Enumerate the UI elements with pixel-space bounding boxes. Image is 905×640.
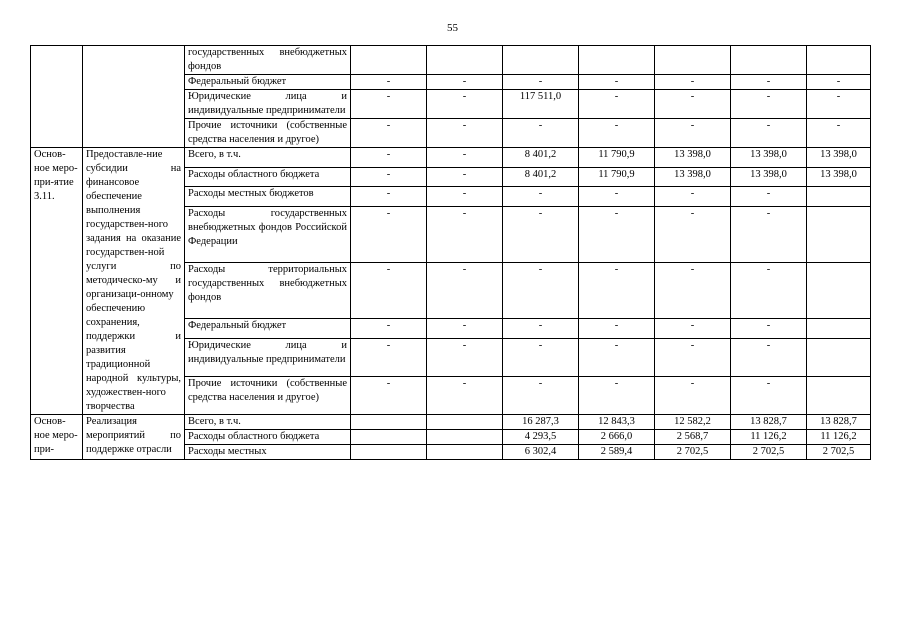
value-cell: -	[655, 263, 731, 319]
value-cell: -	[655, 319, 731, 339]
funding-source-cell: Расходы местных	[185, 445, 351, 460]
funding-source-cell: Расходы государственных внебюджетных фондов Российской Федерации	[185, 206, 351, 262]
value-cell: -	[655, 75, 731, 90]
value-cell: -	[351, 376, 427, 414]
value-cell: -	[579, 263, 655, 319]
value-cell: 11 126,2	[731, 430, 807, 445]
value-cell: -	[579, 187, 655, 207]
value-cell	[427, 430, 503, 445]
value-cell	[351, 415, 427, 430]
value-cell	[427, 415, 503, 430]
value-cell: 8 401,2	[503, 148, 579, 168]
value-cell: -	[579, 376, 655, 414]
page-number: 55	[447, 22, 458, 34]
funding-source-cell: Юридические лица и индивидуальные предприниматели	[185, 90, 351, 119]
value-cell: -	[427, 339, 503, 377]
value-cell: -	[351, 148, 427, 168]
budget-table-body	[31, 46, 871, 460]
funding-source-cell: Расходы территориальных государственных внебюджетных фондов	[185, 263, 351, 319]
value-cell: -	[427, 319, 503, 339]
value-cell: -	[503, 376, 579, 414]
value-cell: 13 398,0	[807, 167, 871, 187]
value-cell	[427, 445, 503, 460]
value-cell: 6 302,4	[503, 445, 579, 460]
value-cell	[807, 206, 871, 262]
value-cell: -	[731, 319, 807, 339]
empty-name-cell	[83, 46, 185, 148]
funding-source-cell: Всего, в т.ч.	[185, 415, 351, 430]
value-cell: -	[655, 339, 731, 377]
value-cell: -	[731, 119, 807, 148]
value-cell: 12 582,2	[655, 415, 731, 430]
value-cell	[807, 376, 871, 414]
value-cell	[731, 46, 807, 75]
value-cell: 2 589,4	[579, 445, 655, 460]
value-cell	[351, 445, 427, 460]
value-cell: -	[731, 187, 807, 207]
value-cell: -	[427, 119, 503, 148]
value-cell: 13 398,0	[731, 167, 807, 187]
value-cell: -	[351, 75, 427, 90]
value-cell: -	[579, 75, 655, 90]
value-cell: 11 790,9	[579, 148, 655, 168]
value-cell: 117 511,0	[503, 90, 579, 119]
value-cell: -	[503, 206, 579, 262]
empty-code-cell	[31, 46, 83, 148]
value-cell: 8 401,2	[503, 167, 579, 187]
value-cell: -	[731, 263, 807, 319]
funding-source-cell: государственных внебюджетных фондов	[185, 46, 351, 75]
value-cell: -	[731, 206, 807, 262]
value-cell	[807, 319, 871, 339]
funding-source-cell: Прочие источники (собственные средства населения и другое)	[185, 376, 351, 414]
value-cell	[427, 46, 503, 75]
value-cell: 2 702,5	[807, 445, 871, 460]
value-cell: -	[427, 206, 503, 262]
value-cell	[807, 46, 871, 75]
value-cell: -	[427, 167, 503, 187]
value-cell: 16 287,3	[503, 415, 579, 430]
value-cell	[351, 430, 427, 445]
value-cell: -	[503, 187, 579, 207]
value-cell: -	[503, 75, 579, 90]
value-cell: -	[655, 206, 731, 262]
value-cell: -	[503, 263, 579, 319]
table-row	[31, 415, 871, 430]
funding-source-cell: Федеральный бюджет	[185, 319, 351, 339]
value-cell: -	[807, 119, 871, 148]
value-cell: -	[655, 119, 731, 148]
value-cell: -	[731, 339, 807, 377]
funding-source-cell: Прочие источники (собственные средства населения и другое)	[185, 119, 351, 148]
value-cell: -	[731, 90, 807, 119]
value-cell: -	[351, 90, 427, 119]
value-cell: -	[579, 90, 655, 119]
value-cell: -	[731, 75, 807, 90]
value-cell: -	[351, 187, 427, 207]
table-row	[31, 46, 871, 75]
value-cell: -	[351, 339, 427, 377]
value-cell: -	[427, 187, 503, 207]
value-cell: -	[427, 90, 503, 119]
value-cell: -	[579, 319, 655, 339]
value-cell: -	[503, 119, 579, 148]
value-cell: -	[351, 206, 427, 262]
value-cell: -	[351, 167, 427, 187]
value-cell: 2 702,5	[731, 445, 807, 460]
value-cell: -	[503, 319, 579, 339]
funding-source-cell: Всего, в т.ч.	[185, 148, 351, 168]
funding-source-cell: Расходы областного бюджета	[185, 430, 351, 445]
table-row	[31, 148, 871, 168]
value-cell	[655, 46, 731, 75]
value-cell: -	[807, 75, 871, 90]
value-cell: -	[579, 339, 655, 377]
value-cell: 11 126,2	[807, 430, 871, 445]
value-cell: -	[427, 263, 503, 319]
value-cell: 2 568,7	[655, 430, 731, 445]
activity-code-cell: Основ-ное меро-при-ятие 3.11.	[31, 148, 83, 415]
value-cell: -	[351, 263, 427, 319]
value-cell: -	[655, 90, 731, 119]
activity-name-cell: Реализация мероприятий по поддержке отрасли	[83, 415, 185, 460]
value-cell: 13 398,0	[807, 148, 871, 168]
value-cell: -	[427, 148, 503, 168]
value-cell: -	[731, 376, 807, 414]
value-cell: 13 828,7	[731, 415, 807, 430]
value-cell: 11 790,9	[579, 167, 655, 187]
value-cell: -	[579, 119, 655, 148]
value-cell: 13 398,0	[655, 148, 731, 168]
funding-source-cell: Юридические лица и индивидуальные предприниматели	[185, 339, 351, 377]
value-cell: -	[503, 339, 579, 377]
funding-source-cell: Расходы местных бюджетов	[185, 187, 351, 207]
funding-source-cell: Расходы областного бюджета	[185, 167, 351, 187]
budget-table	[30, 45, 871, 460]
value-cell: 4 293,5	[503, 430, 579, 445]
value-cell: -	[655, 187, 731, 207]
funding-source-cell: Федеральный бюджет	[185, 75, 351, 90]
activity-name-cell: Предоставле-ние субсидии на финансовое обеспечение выполнения государствен-ного задания на оказание государствен-ной услуги по методическо-му и организаци-онному обеспечению сохранения, поддержки и развития традиционной народной культуры, художествен-ного творчества	[83, 148, 185, 415]
value-cell: 13 398,0	[655, 167, 731, 187]
value-cell: -	[427, 75, 503, 90]
value-cell: 12 843,3	[579, 415, 655, 430]
value-cell: -	[807, 90, 871, 119]
value-cell: -	[351, 319, 427, 339]
value-cell: -	[655, 376, 731, 414]
value-cell	[351, 46, 427, 75]
value-cell	[807, 187, 871, 207]
activity-code-cell: Основ-ное меро-при-	[31, 415, 83, 460]
value-cell: 2 702,5	[655, 445, 731, 460]
value-cell: -	[579, 206, 655, 262]
value-cell	[579, 46, 655, 75]
value-cell	[503, 46, 579, 75]
value-cell: -	[351, 119, 427, 148]
value-cell: -	[427, 376, 503, 414]
value-cell: 13 398,0	[731, 148, 807, 168]
value-cell: 13 828,7	[807, 415, 871, 430]
value-cell	[807, 339, 871, 377]
value-cell: 2 666,0	[579, 430, 655, 445]
value-cell	[807, 263, 871, 319]
